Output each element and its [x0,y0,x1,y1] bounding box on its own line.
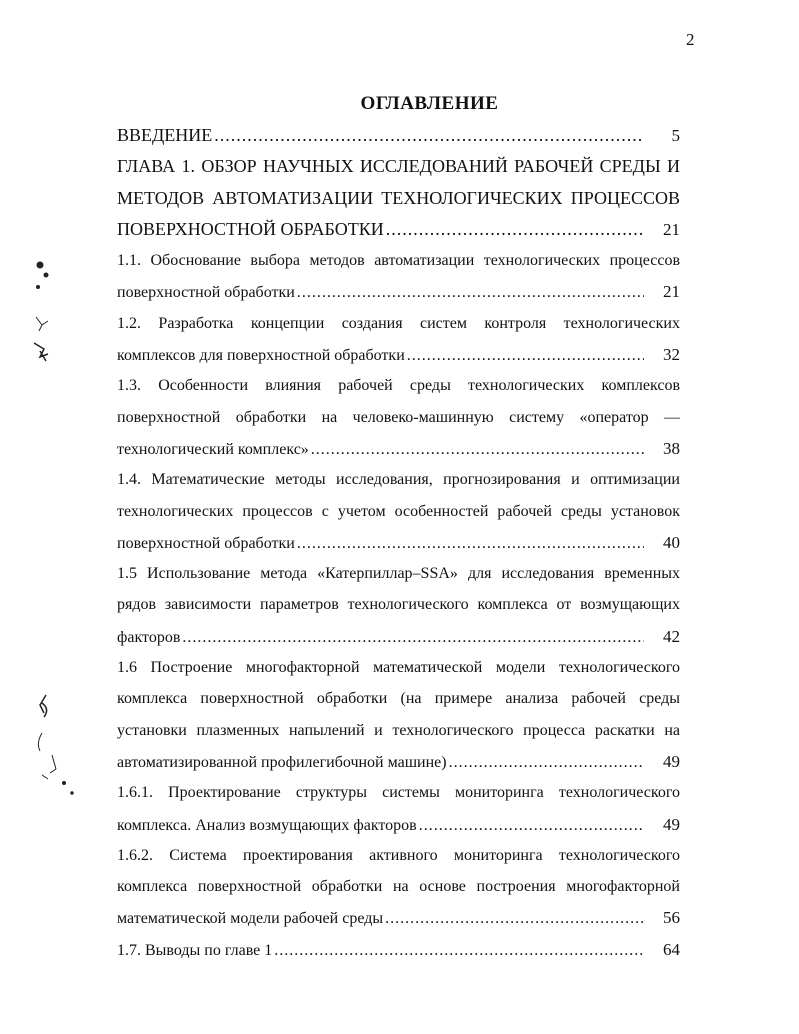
toc-entry-line [117,370,680,401]
page-number: 2 [686,30,695,49]
dot-leader [311,434,644,464]
toc-entry-text: 1.3. Особенности влияния рабочей среды технологических комплексов [117,377,680,395]
toc-entry-line [117,339,680,370]
toc-entry-text: комплекса поверхностной обработки на основе построения многофакторной [117,878,680,896]
toc-entry[interactable] [117,652,680,777]
toc-entry-text: 1.6 Построение многофакторной математической модели технологического [117,659,680,677]
toc-entry[interactable] [117,840,680,934]
toc-entry-text: 1.5 Использование метода «Катерпиллар–SSA» для исследования временных [117,565,680,583]
toc-entry-line [117,120,680,151]
toc-page-number: 42 [663,626,680,646]
table-of-contents [117,120,680,965]
toc-entry-line [117,245,680,276]
toc-entry-line [117,402,680,433]
dot-leader [182,622,644,652]
toc-entry-text: комплекса поверхностной обработки (на примере анализа рабочей среды [117,690,680,708]
toc-entry-text: рядов зависимости параметров технологического комплекса от возмущающих [117,596,680,614]
toc-entry[interactable] [117,558,680,652]
toc-page-number: 40 [663,532,680,552]
toc-page-number: 21 [663,219,680,239]
toc-entry-text: поверхностной обработки на человеко-машинную систему «оператор — [117,408,680,426]
toc-entry-text: 1.2. Разработка концепции создания систем контроля технологических [117,314,680,332]
toc-entry[interactable] [117,120,680,151]
toc-page-number: 49 [663,751,680,771]
dot-leader [274,935,644,965]
toc-page-number: 64 [663,939,680,959]
toc-entry[interactable] [117,245,680,308]
toc-entry-line [117,558,680,589]
toc-entry-text: математической модели рабочей среды [117,910,384,928]
dot-leader [386,214,644,245]
dot-leader [214,120,644,151]
toc-entry-line [117,746,680,777]
toc-entry-text: комплексов для поверхностной обработки [117,347,405,365]
toc-entry-line [117,934,680,965]
toc-entry-text: 1.6.2. Система проектирования активного мониторинга технологического [117,846,680,864]
toc-entry[interactable] [117,308,680,371]
toc-entry-line [117,276,680,307]
toc-entry-line [117,589,680,620]
toc-entry-line [117,809,680,840]
dot-leader [449,747,644,777]
toc-entry-line [117,496,680,527]
toc-page-number: 56 [663,908,680,928]
toc-page-number: 21 [663,282,680,302]
toc-entry[interactable] [117,370,680,464]
toc-entry-line [117,183,680,214]
toc-entry-text: МЕТОДОВ АВТОМАТИЗАЦИИ ТЕХНОЛОГИЧЕСКИХ ПРОЦЕССОВ [117,187,680,208]
toc-entry-text: 1.4. Математические методы исследования, прогнозирования и оптимизации [117,471,680,489]
toc-entry-line [117,871,680,902]
toc-page-number: 38 [663,438,680,458]
toc-entry-text: технологический комплекс» [117,440,309,458]
toc-entry-text: 1.7. Выводы по главе 1 [117,941,273,959]
toc-entry-text: ГЛАВА 1. ОБЗОР НАУЧНЫХ ИССЛЕДОВАНИЙ РАБОЧЕЙ СРЕДЫ И [117,156,680,177]
toc-entry-text: ПОВЕРХНОСТНОЙ ОБРАБОТКИ [117,218,384,239]
toc-entry[interactable] [117,934,680,965]
toc-page-number: 32 [663,345,680,365]
toc-entry-text: 1.6.1. Проектирование структуры системы мониторинга технологического [117,784,680,802]
toc-entry[interactable] [117,151,680,245]
toc-entry-line [117,308,680,339]
toc-entry-line [117,902,680,933]
dot-leader [297,528,644,558]
toc-entry-line [117,527,680,558]
toc-entry-text: ВВЕДЕНИЕ [117,125,213,145]
toc-title: ОГЛАВЛЕНИЕ [360,93,499,114]
toc-entry[interactable] [117,464,680,558]
dot-leader [297,277,644,307]
toc-entry-line [117,433,680,464]
toc-entry[interactable] [117,777,680,840]
toc-entry-line [117,621,680,652]
toc-entry-text: комплекса. Анализ возмущающих факторов [117,816,417,834]
toc-entry-line [117,652,680,683]
toc-entry-line [117,214,680,245]
toc-entry-text: автоматизированной профилегибочной машине) [117,753,447,771]
toc-entry-line [117,715,680,746]
toc-entry-line [117,840,680,871]
toc-entry-text: поверхностной обработки [117,284,295,302]
toc-entry-text: установки плазменных напылений и технологического процесса раскатки на [117,721,680,739]
dot-leader [407,340,644,370]
margin-scribble-marks [28,255,88,815]
toc-page-number: 5 [671,126,680,145]
toc-entry-text: поверхностной обработки [117,534,295,552]
toc-entry-line [117,464,680,495]
dot-leader [419,810,644,840]
toc-entry-text: технологических процессов с учетом особенностей рабочей среды установок [117,502,680,520]
toc-page-number: 49 [663,814,680,834]
toc-entry-line [117,777,680,808]
toc-entry-line [117,151,680,182]
toc-entry-text: 1.1. Обоснование выбора методов автоматизации технологических процессов [117,252,680,270]
dot-leader [385,903,644,933]
toc-entry-line [117,683,680,714]
toc-entry-text: факторов [117,628,181,646]
